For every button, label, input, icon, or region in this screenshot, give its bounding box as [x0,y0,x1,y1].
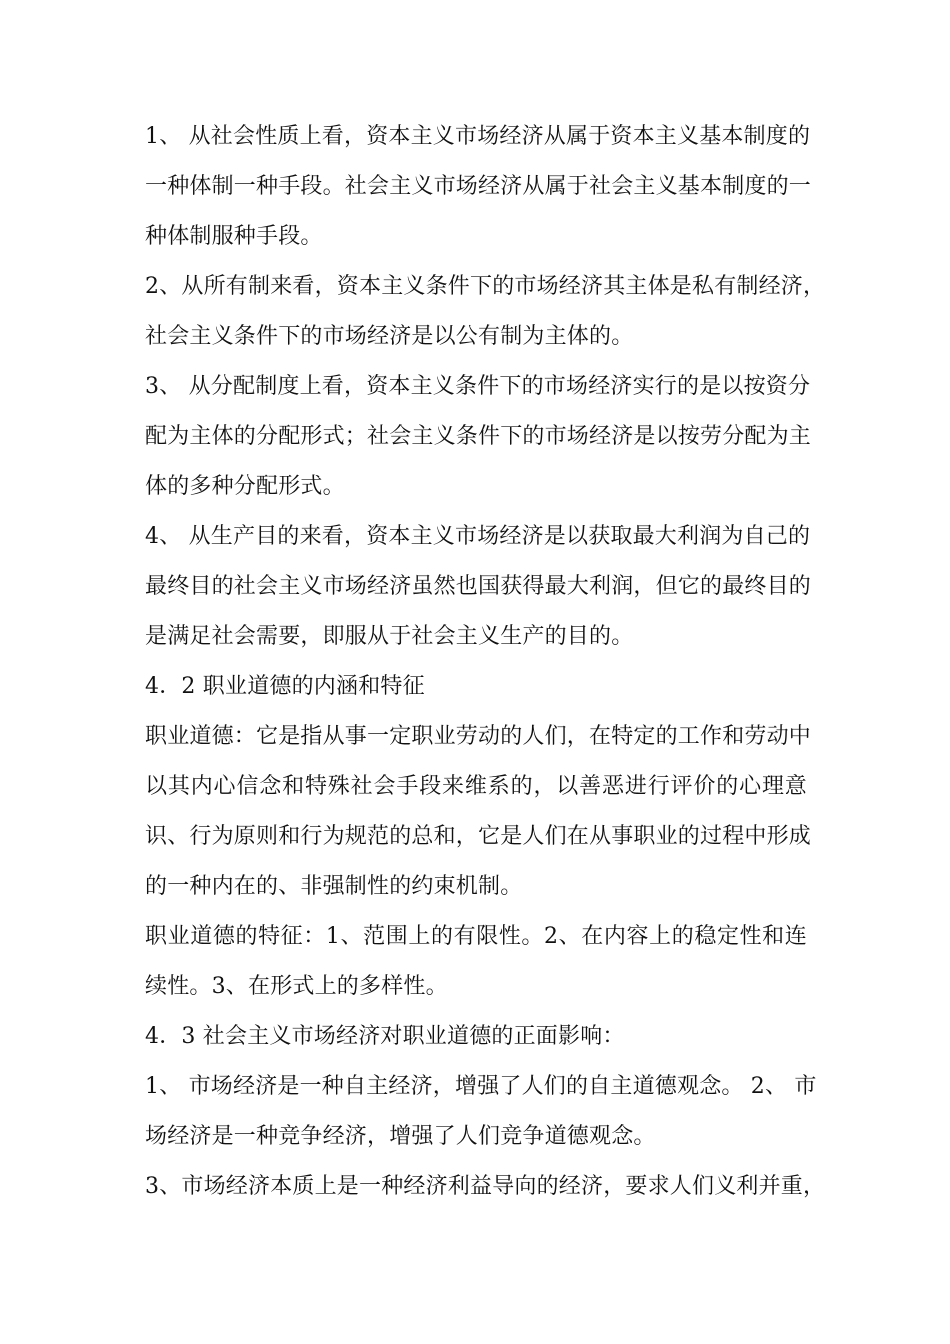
text-line: 1、 市场经济是一种自主经济，增强了人们的自主道德观念。 2、 市 [145,1074,817,1099]
text-line: 体的多种分配形式。 [145,474,345,499]
text-line: 3、市场经济本质上是一种经济利益导向的经济，要求人们义利并重， [145,1174,826,1199]
text-line: 社会主义条件下的市场经济是以公有制为主体的。 [145,324,634,349]
text-line: 续性。3、在形式上的多样性。 [145,974,448,999]
text-line: 的一种内在的、非强制性的约束机制。 [145,874,523,899]
text-line: 种体制服种手段。 [145,224,323,249]
text-line: 是满足社会需要，即服从于社会主义生产的目的。 [145,624,634,649]
text-line: 场经济是一种竞争经济，增强了人们竞争道德观念。 [145,1124,656,1149]
section-heading: 4．3 社会主义市场经济对职业道德的正面影响： [145,1024,625,1049]
text-line: 配为主体的分配形式；社会主义条件下的市场经济是以按劳分配为主 [145,424,812,449]
text-line: 识、行为原则和行为规范的总和，它是人们在从事职业的过程中形成 [145,824,812,849]
text-line: 一种体制一种手段。社会主义市场经济从属于社会主义基本制度的一 [145,174,812,199]
text-line: 1、 从社会性质上看，资本主义市场经济从属于资本主义基本制度的 [145,124,811,149]
text-line: 3、 从分配制度上看，资本主义条件下的市场经济实行的是以按资分 [145,374,811,399]
section-heading: 4．2 职业道德的内涵和特征 [145,674,425,699]
text-line: 以其内心信念和特殊社会手段来维系的，以善恶进行评价的心理意 [145,774,807,799]
text-line: 职业道德：它是指从事一定职业劳动的人们，在特定的工作和劳动中 [145,724,812,749]
text-line: 2、从所有制来看，资本主义条件下的市场经济其主体是私有制经济， [145,274,826,299]
text-line: 4、 从生产目的来看，资本主义市场经济是以获取最大利润为自己的 [145,524,811,549]
text-line: 最终目的社会主义市场经济虽然也国获得最大利润，但它的最终目的 [145,574,812,599]
text-line: 职业道德的特征：1、范围上的有限性。2、在内容上的稳定性和连 [145,924,807,949]
document-body [145,112,826,1212]
